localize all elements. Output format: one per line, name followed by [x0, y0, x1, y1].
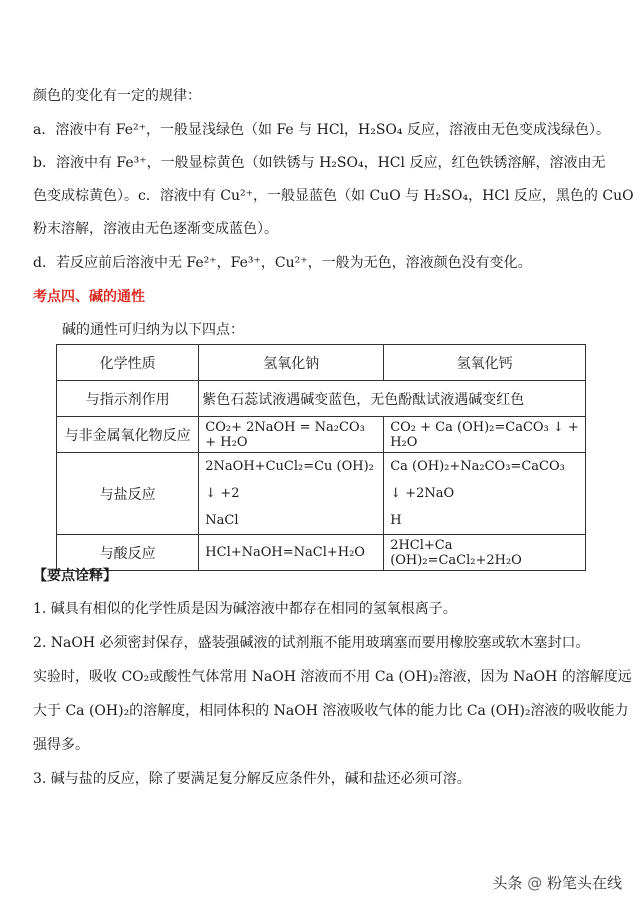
para-b-line1: b．溶液中有 Fe³⁺，一般显棕黄色（如铁锈与 H₂SO₄，HCl 反应，红色铁锈溶解，溶液由无 [33, 155, 606, 171]
watermark-source: 头条 [492, 874, 523, 892]
caoh-cell [384, 453, 586, 535]
section-lead: 碱的通性可归纳为以下四点： [62, 322, 244, 338]
naoh-cell: HCl+NaOH=NaCl+H₂O [199, 535, 384, 571]
header-cell: 化学性质 [57, 345, 199, 381]
table-header-row [57, 345, 586, 381]
property-cell: 与盐反应 [57, 453, 199, 535]
note-2-line1: 2. NaOH 必须密封保存，盛装强碱液的试剂瓶不能用玻璃塞而要用橡胶塞或软木塞封口。 [33, 635, 590, 651]
naoh-salt-line2: NaCl [205, 513, 239, 528]
note-2-line2: 实验时，吸收 CO₂或酸性气体常用 NaOH 溶液而不用 Ca (OH)₂溶液，因为 NaOH 的溶解度远 [33, 669, 632, 685]
notes-heading: 【要点诠释】 [33, 568, 117, 584]
indicator-merged-cell: 紫色石蕊试液遇碱变蓝色，无色酚酞试液遇碱变红色 [199, 381, 586, 417]
para-b-line2: 色变成棕黄色）。c．溶液中有 Cu²⁺，一般显蓝色（如 CuO 与 H₂SO₄，HCl 反应，黑色的 CuO [33, 188, 634, 204]
para-a: a．溶液中有 Fe²⁺，一般显浅绿色（如 Fe 与 HCl，H₂SO₄ 反应，溶液由无色变成浅绿色）。 [33, 122, 610, 138]
para-intro: 颜色的变化有一定的规律： [33, 88, 201, 104]
watermark [492, 872, 622, 893]
caoh-salt-line1: Ca (OH)₂+Na₂CO₃=CaCO₃ ↓ +2NaO [390, 459, 565, 501]
caoh-salt-line2: H [390, 513, 402, 528]
naoh-cell: CO₂+ 2NaOH = Na₂CO₃ + H₂O [199, 417, 384, 453]
caoh-cell: 2HCl+Ca (OH)₂=CaCl₂+2H₂O [384, 535, 586, 571]
note-3: 3. 碱与盐的反应，除了要满足复分解反应条件外，碱和盐还必须可溶。 [33, 771, 471, 787]
watermark-at: @ [527, 874, 543, 892]
section-heading: 考点四、碱的通性 [33, 289, 145, 305]
base-properties-table [56, 344, 586, 571]
para-d: d．若反应前后溶液中无 Fe²⁺，Fe³⁺，Cu²⁺，一般为无色，溶液颜色没有变化。 [33, 255, 532, 271]
header-cell: 氢氧化钙 [384, 345, 586, 381]
table-row [57, 381, 586, 417]
naoh-salt-line1: 2NaOH+CuCl₂=Cu (OH)₂ ↓ +2 [205, 459, 374, 501]
header-cell: 氢氧化钠 [199, 345, 384, 381]
caoh-cell: CO₂ + Ca (OH)₂=CaCO₃ ↓ + H₂O [384, 417, 586, 453]
para-b-line3: 粉末溶解，溶液由无色逐渐变成蓝色）。 [33, 221, 278, 237]
table-row [57, 453, 586, 535]
note-2-line3: 大于 Ca (OH)₂的溶解度，相同体积的 NaOH 溶液吸收气体的能力比 Ca (OH)₂溶液的吸收能力 [33, 703, 629, 719]
table-row [57, 417, 586, 453]
table-row [57, 535, 586, 571]
watermark-author: 粉笔头在线 [546, 874, 622, 892]
property-cell: 与指示剂作用 [57, 381, 199, 417]
property-cell: 与非金属氧化物反应 [57, 417, 199, 453]
property-cell: 与酸反应 [57, 535, 199, 571]
note-1: 1. 碱具有相似的化学性质是因为碱溶液中都存在相同的氢氧根离子。 [33, 601, 457, 617]
note-2-line4: 强得多。 [33, 737, 89, 753]
naoh-cell [199, 453, 384, 535]
